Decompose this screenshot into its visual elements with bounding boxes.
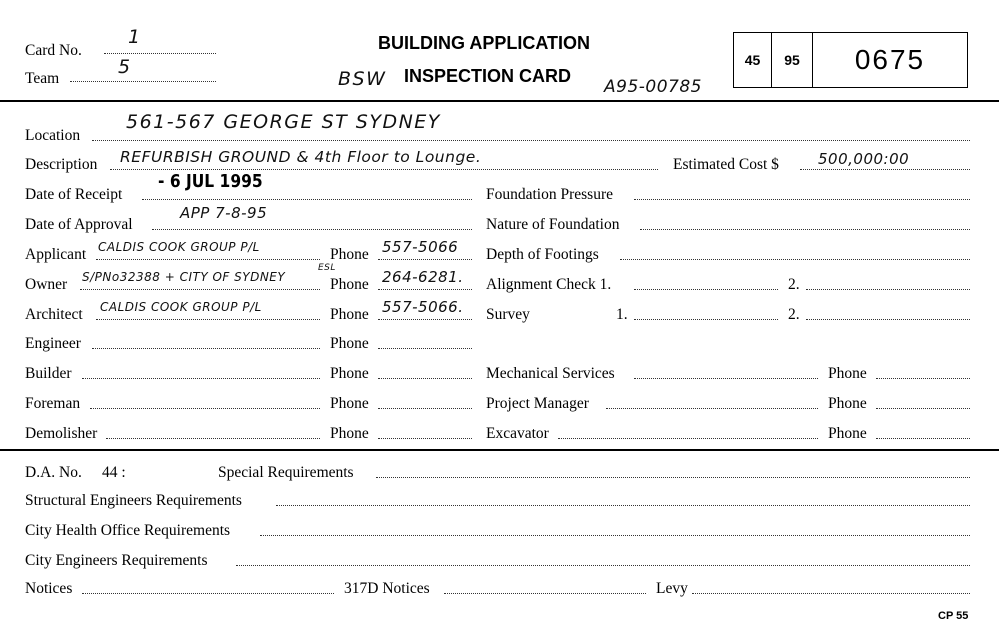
builder-label: Builder bbox=[25, 365, 72, 382]
applicant-dots bbox=[96, 258, 320, 260]
foundation-pressure-dots bbox=[634, 198, 970, 200]
architect-value: CALDIS COOK GROUP P/L bbox=[100, 300, 262, 314]
engineer-phone-label: Phone bbox=[330, 335, 369, 352]
mechanical-phone-dots bbox=[876, 377, 970, 379]
owner-phone-value: 264-6281. bbox=[382, 268, 464, 286]
description-dots bbox=[110, 168, 658, 170]
depth-of-footings-label: Depth of Footings bbox=[486, 246, 599, 263]
demolisher-dots bbox=[106, 437, 320, 439]
card-no-label: Card No. bbox=[25, 42, 82, 59]
architect-label: Architect bbox=[25, 306, 83, 323]
estimated-cost-label: Estimated Cost $ bbox=[673, 156, 779, 173]
engineer-label: Engineer bbox=[25, 335, 81, 352]
owner-dots bbox=[80, 288, 320, 290]
location-label: Location bbox=[25, 127, 81, 144]
owner-value: S/PNo32388 + CITY OF SYDNEY bbox=[82, 270, 286, 284]
box-value-c: 0675 bbox=[854, 44, 926, 75]
engineer-phone-dots bbox=[378, 347, 472, 349]
survey-1-label: 1. bbox=[616, 306, 628, 323]
builder-dots bbox=[82, 377, 320, 379]
title-building-application: BUILDING APPLICATION bbox=[378, 33, 590, 53]
project-manager-label: Project Manager bbox=[486, 395, 589, 412]
applicant-phone-dots bbox=[378, 258, 472, 260]
title-inspection-card: INSPECTION CARD bbox=[404, 66, 572, 86]
owner-phone-label: Phone bbox=[330, 276, 369, 293]
card-no-value: 1 bbox=[128, 26, 142, 48]
initials: BSW bbox=[338, 68, 387, 90]
engineer-dots bbox=[92, 347, 320, 349]
city-health-label: City Health Office Requirements bbox=[25, 522, 231, 539]
alignment-2-dots bbox=[806, 288, 970, 290]
demolisher-label: Demolisher bbox=[25, 425, 98, 442]
da-no-value: 44 : bbox=[102, 464, 126, 481]
location-value: 561-567 GEORGE ST SYDNEY bbox=[126, 111, 441, 133]
foundation-pressure-label: Foundation Pressure bbox=[486, 186, 614, 203]
estimated-cost-value: 500,000:00 bbox=[818, 150, 910, 168]
architect-phone-value: 557-5066. bbox=[382, 298, 464, 316]
date-of-receipt-stamp: - 6 JUL 1995 bbox=[158, 171, 263, 192]
nature-of-foundation-label: Nature of Foundation bbox=[486, 216, 620, 233]
excavator-phone-label: Phone bbox=[828, 425, 867, 442]
section-rule bbox=[0, 449, 999, 451]
applicant-label: Applicant bbox=[25, 246, 87, 263]
demolisher-phone-dots bbox=[378, 437, 472, 439]
date-of-approval-value: APP 7-8-95 bbox=[180, 204, 268, 222]
structural-dots bbox=[276, 504, 970, 506]
health-dots bbox=[260, 534, 970, 536]
project-manager-phone-dots bbox=[876, 407, 970, 409]
alignment-check-2-label: 2. bbox=[788, 276, 800, 293]
builder-phone-label: Phone bbox=[330, 365, 369, 382]
mechanical-services-label: Mechanical Services bbox=[486, 365, 615, 382]
project-manager-dots bbox=[606, 407, 818, 409]
team-dots bbox=[70, 80, 216, 82]
da-no-label: D.A. No. bbox=[25, 464, 82, 481]
applicant-value: CALDIS COOK GROUP P/L bbox=[98, 240, 260, 254]
applicant-phone-value: 557-5066 bbox=[382, 238, 459, 256]
architect-phone-label: Phone bbox=[330, 306, 369, 323]
mechanical-dots bbox=[634, 377, 818, 379]
city-engineers-dots bbox=[236, 564, 970, 566]
city-engineers-label: City Engineers Requirements bbox=[25, 552, 208, 569]
levy-dots bbox=[692, 592, 970, 594]
box-value-a: 45 bbox=[744, 52, 761, 68]
foreman-dots bbox=[90, 407, 320, 409]
card-no-dots bbox=[104, 52, 216, 54]
team-value: 5 bbox=[118, 56, 132, 78]
project-manager-phone-label: Phone bbox=[828, 395, 867, 412]
approval-dots bbox=[152, 228, 472, 230]
depth-dots bbox=[620, 258, 970, 260]
applicant-phone-label: Phone bbox=[330, 246, 369, 263]
excavator-dots bbox=[558, 437, 818, 439]
alignment-check-label: Alignment Check 1. bbox=[486, 276, 612, 293]
date-of-approval-label: Date of Approval bbox=[25, 216, 133, 233]
survey-2-label: 2. bbox=[788, 306, 800, 323]
description-label: Description bbox=[25, 156, 98, 173]
architect-phone-dots bbox=[378, 318, 472, 320]
excavator-phone-dots bbox=[876, 437, 970, 439]
demolisher-phone-label: Phone bbox=[330, 425, 369, 442]
special-requirements-label: Special Requirements bbox=[218, 464, 354, 481]
mechanical-phone-label: Phone bbox=[828, 365, 867, 382]
cost-dots bbox=[800, 168, 970, 170]
box-value-b: 95 bbox=[784, 52, 800, 68]
owner-note: ESL bbox=[318, 263, 336, 273]
receipt-dots bbox=[142, 198, 472, 200]
foreman-phone-label: Phone bbox=[330, 395, 369, 412]
reference-number: A95-00785 bbox=[604, 77, 702, 97]
card-number-box bbox=[733, 32, 968, 88]
team-label: Team bbox=[25, 70, 60, 87]
architect-dots bbox=[96, 318, 320, 320]
owner-phone-dots bbox=[378, 288, 472, 290]
survey-label: Survey bbox=[486, 306, 530, 323]
special-dots bbox=[376, 476, 970, 478]
nature-dots bbox=[640, 228, 970, 230]
foreman-phone-dots bbox=[378, 407, 472, 409]
survey-1-dots bbox=[634, 318, 778, 320]
survey-2-dots bbox=[806, 318, 970, 320]
foreman-label: Foreman bbox=[25, 395, 81, 412]
date-of-receipt-label: Date of Receipt bbox=[25, 186, 123, 203]
notices-317d-label: 317D Notices bbox=[344, 580, 430, 597]
form-code: CP 55 bbox=[938, 610, 969, 622]
levy-label: Levy bbox=[656, 580, 688, 597]
notices-label: Notices bbox=[25, 580, 73, 597]
location-dots bbox=[92, 139, 970, 141]
description-value: REFURBISH GROUND & 4th Floor to Lounge. bbox=[120, 148, 482, 166]
notices-dots bbox=[82, 592, 334, 594]
builder-phone-dots bbox=[378, 377, 472, 379]
owner-label: Owner bbox=[25, 276, 68, 293]
notices-317d-dots bbox=[444, 592, 646, 594]
header-rule bbox=[0, 100, 999, 102]
alignment-1-dots bbox=[634, 288, 778, 290]
excavator-label: Excavator bbox=[486, 425, 549, 442]
structural-engineers-label: Structural Engineers Requirements bbox=[25, 492, 242, 509]
